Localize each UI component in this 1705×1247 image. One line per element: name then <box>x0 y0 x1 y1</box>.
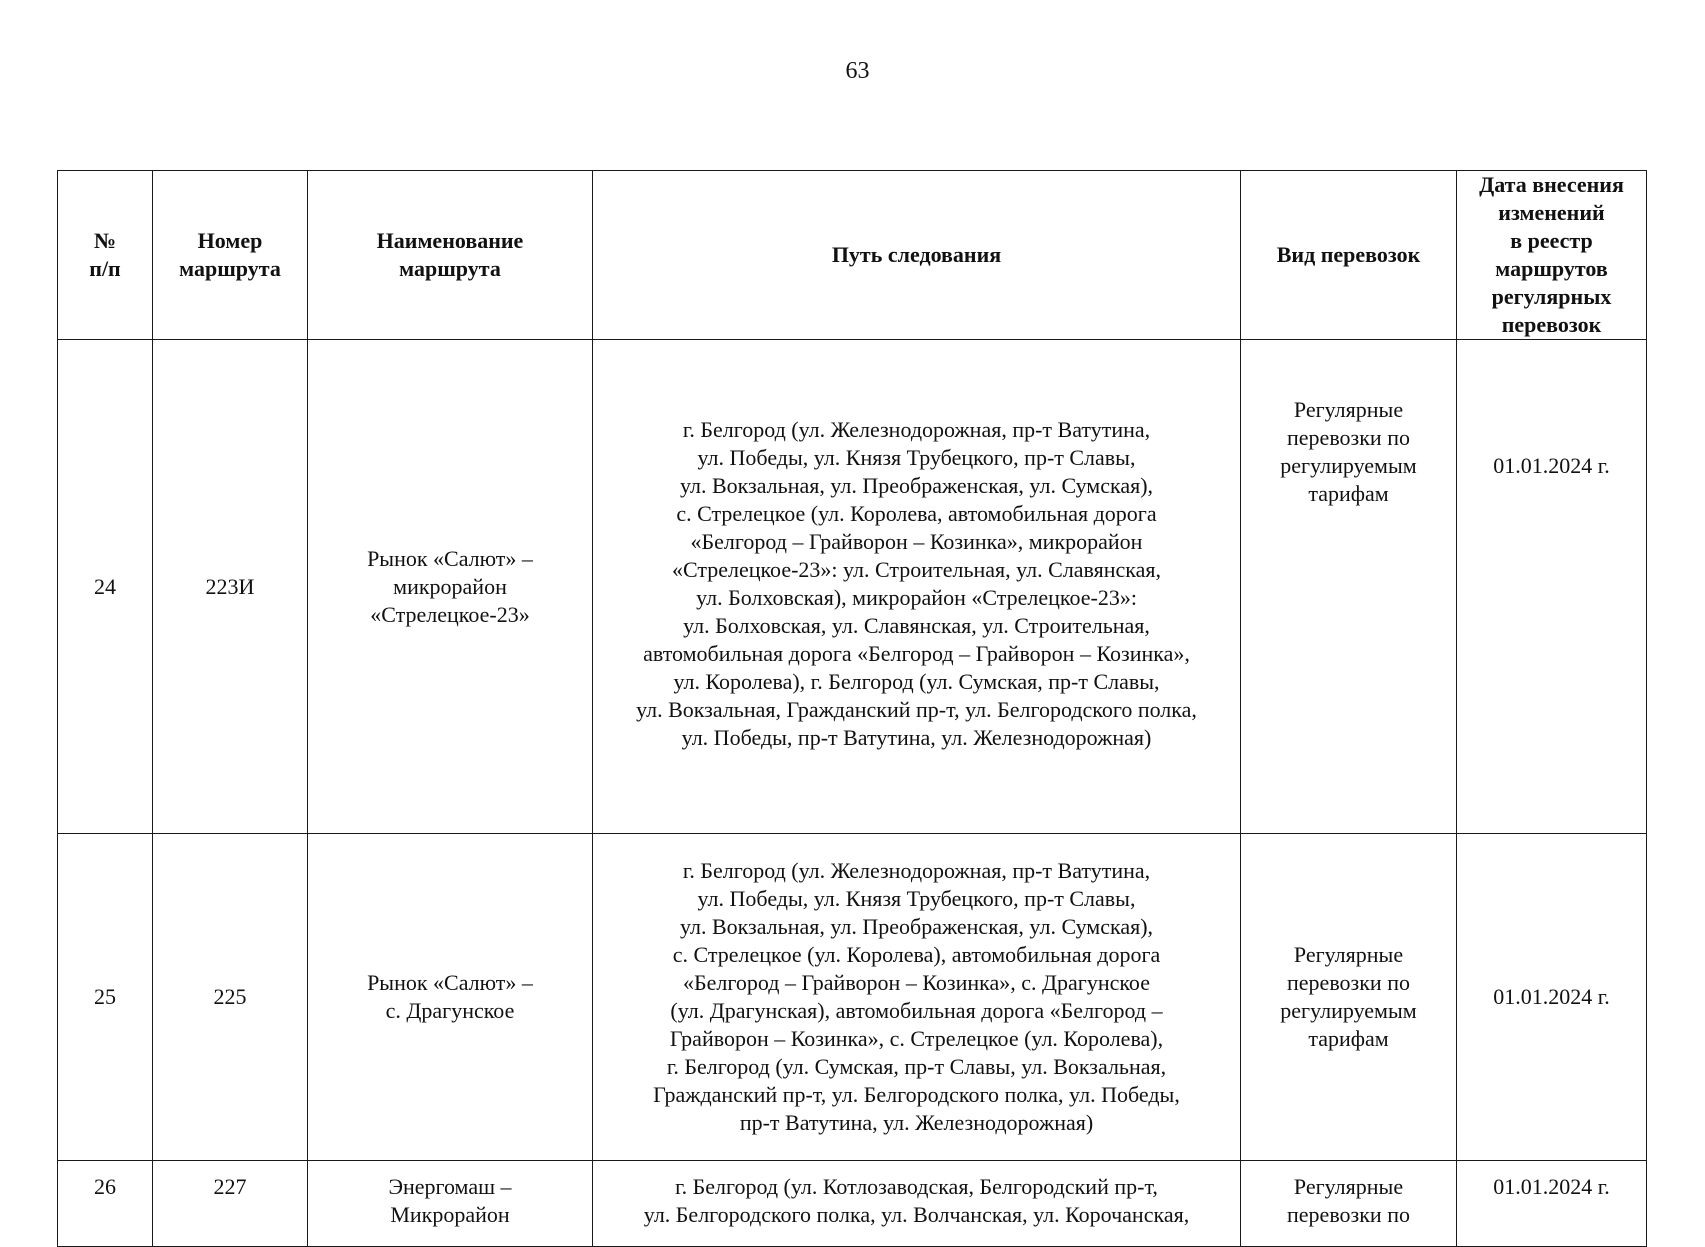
row-kind: Регулярные перевозки по регулируемым тарифам <box>1241 340 1457 834</box>
row-date: 01.01.2024 г. <box>1457 834 1647 1161</box>
row-route-number: 225 <box>153 834 308 1161</box>
row-num: 24 <box>58 340 153 834</box>
row-kind: Регулярные перевозки по регулируемым тарифам <box>1241 834 1457 1161</box>
routes-table <box>57 170 1647 1247</box>
row-route-number: 223И <box>153 340 308 834</box>
row-route-name: Рынок «Салют» – микрорайон «Стрелецкое-23» <box>308 340 593 834</box>
header-route-name: Наименование маршрута <box>308 171 593 340</box>
row-route-name: Рынок «Салют» – с. Драгунское <box>308 834 593 1161</box>
row-kind: Регулярные перевозки по <box>1241 1161 1457 1247</box>
row-path: г. Белгород (ул. Железнодорожная, пр-т Ватутина, ул. Победы, ул. Князя Трубецкого, пр-т Славы, ул. Вокзальная, ул. Преображенская, ул. Сумская), с. Стрелецкое (ул. Королева), автомобильная дорога «Белгород – Грайворон – Козинка», с. Драгунское (ул. Драгунская), автомобильная дорога «Белгород – Грайворон – Козинка», с. Стрелецкое (ул. Королева), г. Белгород (ул. Сумская, пр-т Славы, ул. Вокзальная, Гражданский пр-т, ул. Белгородского полка, ул. Победы, пр-т Ватутина, ул. Железнодорожная) <box>593 834 1241 1161</box>
table-header-row <box>58 171 1647 340</box>
page-number: 63 <box>845 58 870 84</box>
header-date: Дата внесения изменений в реестр маршрутов регулярных перевозок <box>1457 171 1647 340</box>
table-row <box>58 340 1647 834</box>
table-row <box>58 1161 1647 1247</box>
header-num: № п/п <box>58 171 153 340</box>
row-date: 01.01.2024 г. <box>1457 1161 1647 1247</box>
row-route-number: 227 <box>153 1161 308 1247</box>
row-date: 01.01.2024 г. <box>1457 340 1647 834</box>
header-route-number: Номер маршрута <box>153 171 308 340</box>
row-num: 26 <box>58 1161 153 1247</box>
row-num: 25 <box>58 834 153 1161</box>
row-path: г. Белгород (ул. Котлозаводская, Белгородский пр-т, ул. Белгородского полка, ул. Волчанская, ул. Корочанская, <box>593 1161 1241 1247</box>
table-row <box>58 834 1647 1161</box>
header-kind: Вид перевозок <box>1241 171 1457 340</box>
header-path: Путь следования <box>593 171 1241 340</box>
row-path: г. Белгород (ул. Железнодорожная, пр-т Ватутина, ул. Победы, ул. Князя Трубецкого, пр-т Славы, ул. Вокзальная, ул. Преображенская, ул. Сумская), с. Стрелецкое (ул. Королева, автомобильная дорога «Белгород – Грайворон – Козинка», микрорайон «Стрелецкое-23»: ул. Строительная, ул. Славянская, ул. Болховская), микрорайон «Стрелецкое-23»: ул. Болховская, ул. Славянская, ул. Строительная, автомобильная дорога «Белгород – Грайворон – Козинка», ул. Королева), г. Белгород (ул. Сумская, пр-т Славы, ул. Вокзальная, Гражданский пр-т, ул. Белгородского полка, ул. Победы, пр-т Ватутина, ул. Железнодорожная) <box>593 340 1241 834</box>
row-route-name: Энергомаш – Микрорайон <box>308 1161 593 1247</box>
